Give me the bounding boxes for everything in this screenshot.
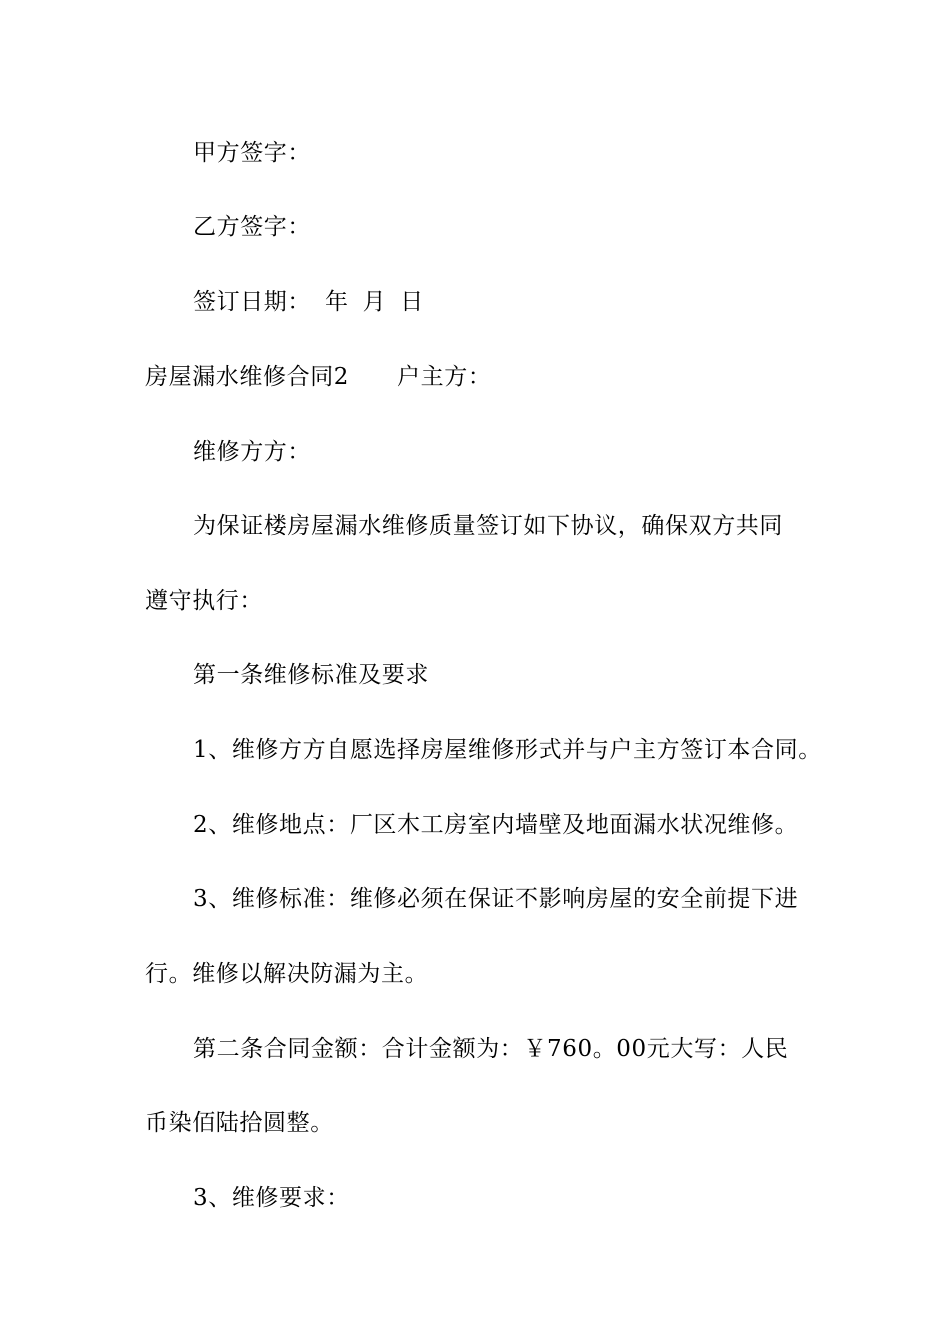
party-a-signature: 甲方签字： (193, 140, 311, 166)
signing-date-label: 签订日期： (193, 289, 311, 315)
date-year: 年 (325, 289, 349, 315)
clause-2: 2、维修地点：厂区木工房室内墙壁及地面漏水状况维修。 (193, 812, 799, 838)
repair-requirements: 3、维修要求： (193, 1185, 350, 1211)
intro-paragraph-line1: 为保证楼房屋漏水维修质量签订如下协议，确保双方共同 (193, 513, 783, 539)
article-2-line1: 第二条合同金额：合计金额为：￥760。00元大写：人民 (193, 1036, 789, 1062)
date-month: 月 (362, 289, 387, 315)
contract-title: 房屋漏水维修合同2 (145, 364, 350, 390)
clause-3-line1: 3、维修标准：维修必须在保证不影响房屋的安全前提下进 (193, 886, 799, 912)
intro-paragraph-line2: 遵守执行： (145, 588, 263, 614)
article-1-title: 第一条维修标准及要求 (193, 662, 429, 688)
clause-1: 1、维修方方自愿选择房屋维修形式并与户主方签订本合同。 (193, 737, 822, 763)
repair-party: 维修方方： (193, 439, 311, 465)
party-b-signature: 乙方签字： (193, 214, 311, 240)
clause-3-line2: 行。维修以解决防漏为主。 (145, 961, 429, 987)
contract-heading-row (145, 362, 491, 392)
date-day: 日 (400, 289, 424, 315)
article-2-line2: 币染佰陆拾圆整。 (145, 1110, 334, 1136)
signing-date (193, 287, 424, 317)
owner-party: 户主方： (397, 364, 492, 390)
